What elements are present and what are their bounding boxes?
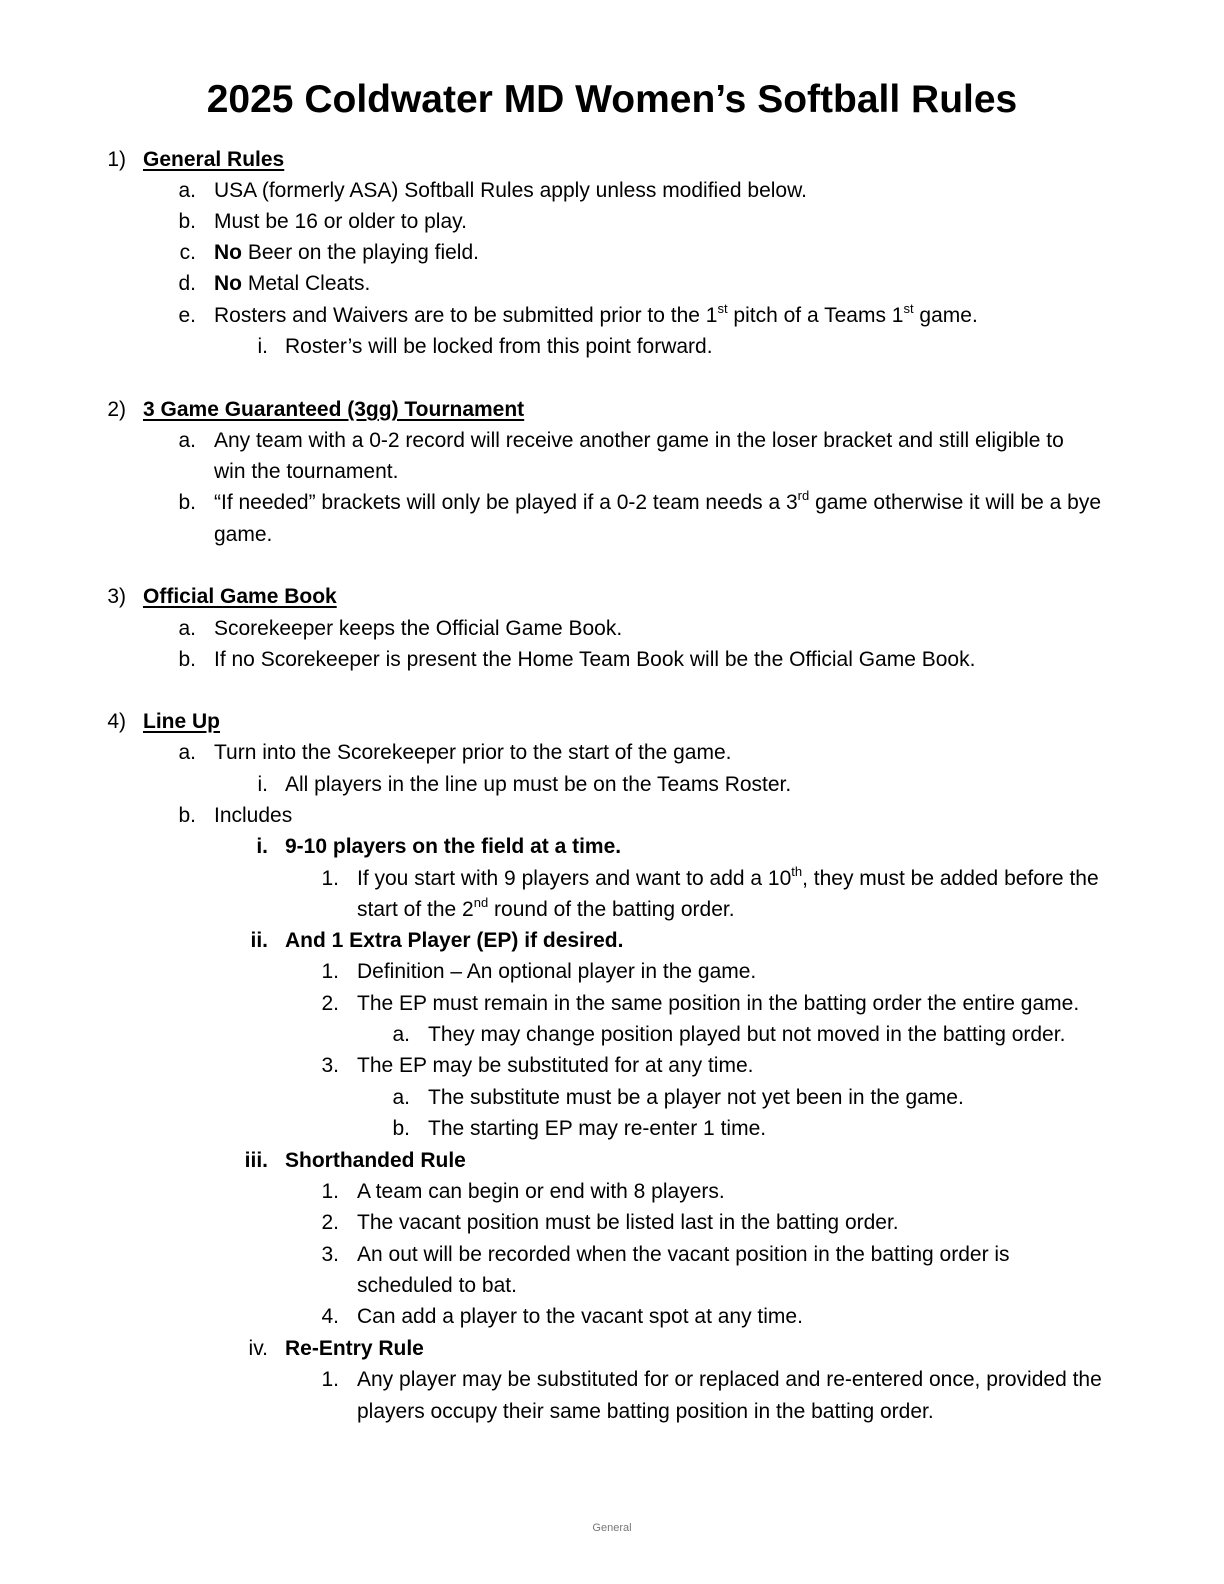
- rule-4b-iv-1-cont: players occupy their same batting position in the batting order.: [357, 1400, 934, 1423]
- list-marker: 1.: [321, 1368, 339, 1391]
- rule-4b-iii-3: An out will be recorded when the vacant position in the batting order is: [357, 1243, 1010, 1266]
- rule-4b-ii-1: Definition – An optional player in the game.: [357, 960, 757, 983]
- rule-2a: Any team with a 0-2 record will receive another game in the loser bracket and still eligible to: [214, 429, 1064, 452]
- ordinal-suffix: st: [717, 301, 728, 316]
- rule-3a: Scorekeeper keeps the Official Game Book.: [214, 617, 623, 640]
- rule-4b-iii-2: The vacant position must be listed last in the batting order.: [357, 1211, 899, 1234]
- rule-1b: Must be 16 or older to play.: [214, 210, 467, 233]
- list-marker: b.: [178, 210, 196, 233]
- rule-text: If you start with 9 players and want to add a 10: [357, 867, 792, 890]
- list-marker: i.: [257, 335, 268, 358]
- rule-2b-cont: game.: [214, 523, 273, 546]
- rule-3b: If no Scorekeeper is present the Home Team Book will be the Official Game Book.: [214, 648, 976, 671]
- rule-4b-i: 9-10 players on the field at a time.: [285, 835, 622, 858]
- ordinal-suffix: st: [903, 301, 914, 316]
- rule-text: , they must be added before the: [802, 867, 1099, 890]
- rule-1c: [214, 237, 479, 268]
- section-3-number: 3): [107, 585, 126, 608]
- list-marker: iii.: [244, 1149, 268, 1172]
- rule-2a-cont: win the tournament.: [214, 460, 399, 483]
- rule-4b-ii: And 1 Extra Player (EP) if desired.: [285, 929, 624, 952]
- rule-4b-i-1: [357, 863, 1099, 894]
- list-marker: iv.: [248, 1337, 268, 1360]
- list-marker: 1.: [321, 1180, 339, 1203]
- list-marker: 3.: [321, 1054, 339, 1077]
- rule-2b-text: game otherwise it will be a bye: [809, 491, 1102, 514]
- list-marker: 3.: [321, 1243, 339, 1266]
- list-marker: 4.: [321, 1305, 339, 1328]
- ordinal-suffix: th: [791, 864, 803, 879]
- list-marker: 1.: [321, 867, 339, 890]
- rule-1d-emphasis: No: [214, 272, 242, 295]
- list-marker: e.: [178, 304, 196, 327]
- rule-4b-iii-1: A team can begin or end with 8 players.: [357, 1180, 725, 1203]
- rule-4b-iii-4: Can add a player to the vacant spot at any time.: [357, 1305, 803, 1328]
- rule-4b-ii-3a: The substitute must be a player not yet been in the game.: [428, 1086, 964, 1109]
- list-marker: 1.: [321, 960, 339, 983]
- list-marker: a.: [178, 617, 196, 640]
- section-4-heading: Line Up: [143, 710, 220, 733]
- rule-1a: USA (formerly ASA) Softball Rules apply unless modified below.: [214, 179, 807, 202]
- rule-2b: [214, 487, 1101, 518]
- rule-4b-i-1-cont: [357, 894, 735, 925]
- footer-label: General: [592, 1522, 632, 1534]
- list-marker: i.: [256, 835, 268, 858]
- rule-1c-emphasis: No: [214, 241, 242, 264]
- rule-4b-iii: Shorthanded Rule: [285, 1149, 466, 1172]
- rule-1c-text: Beer on the playing field.: [242, 241, 479, 264]
- rule-4b-ii-2a: They may change position played but not moved in the batting order.: [428, 1023, 1066, 1046]
- rule-4b-iii-3-cont: scheduled to bat.: [357, 1274, 517, 1297]
- list-marker: 2.: [321, 992, 339, 1015]
- rule-1e: [214, 300, 978, 331]
- list-marker: 2.: [321, 1211, 339, 1234]
- rule-4a-i: All players in the line up must be on the Teams Roster.: [285, 773, 792, 796]
- rule-1e-text: game.: [913, 304, 978, 327]
- rule-1e-text: Rosters and Waivers are to be submitted prior to the 1: [214, 304, 718, 327]
- list-marker: d.: [178, 272, 196, 295]
- section-4-number: 4): [107, 710, 126, 733]
- rule-2b-text: “If needed” brackets will only be played if a 0-2 team needs a 3: [214, 491, 798, 514]
- list-marker: a.: [392, 1023, 410, 1046]
- section-1-heading: General Rules: [143, 148, 285, 171]
- rule-4b-iv: Re-Entry Rule: [285, 1337, 424, 1360]
- list-marker: b.: [178, 648, 196, 671]
- list-marker: c.: [179, 241, 196, 264]
- section-2-number: 2): [107, 398, 126, 421]
- rule-4b-iv-1: Any player may be substituted for or replaced and re-entered once, provided the: [357, 1368, 1102, 1391]
- rule-text: start of the 2: [357, 898, 474, 921]
- section-3-heading: Official Game Book: [143, 585, 337, 608]
- section-1-number: 1): [107, 148, 126, 171]
- list-marker: a.: [392, 1086, 410, 1109]
- rule-4b-ii-3: The EP may be substituted for at any time.: [357, 1054, 754, 1077]
- ordinal-suffix: rd: [797, 488, 810, 503]
- list-marker: a.: [178, 179, 196, 202]
- list-marker: b.: [178, 804, 196, 827]
- ordinal-suffix: nd: [473, 895, 489, 910]
- page-title: 2025 Coldwater MD Women’s Softball Rules: [206, 78, 1018, 121]
- rule-4b-ii-2: The EP must remain in the same position in the batting order the entire game.: [357, 992, 1080, 1015]
- rule-4a: Turn into the Scorekeeper prior to the start of the game.: [214, 741, 732, 764]
- section-2-heading: 3 Game Guaranteed (3gg) Tournament: [143, 398, 525, 421]
- list-marker: a.: [178, 741, 196, 764]
- rule-text: round of the batting order.: [488, 898, 735, 921]
- rule-1d-text: Metal Cleats.: [242, 272, 371, 295]
- rule-1e-i: Roster’s will be locked from this point forward.: [285, 335, 713, 358]
- rule-1d: [214, 268, 370, 299]
- list-marker: a.: [178, 429, 196, 452]
- list-marker: b.: [178, 491, 196, 514]
- rule-4b-ii-3b: The starting EP may re-enter 1 time.: [428, 1117, 767, 1140]
- list-marker: b.: [392, 1117, 410, 1140]
- rule-1e-text: pitch of a Teams 1: [727, 304, 904, 327]
- list-marker: i.: [257, 773, 268, 796]
- rule-4b: Includes: [214, 804, 293, 827]
- list-marker: ii.: [250, 929, 268, 952]
